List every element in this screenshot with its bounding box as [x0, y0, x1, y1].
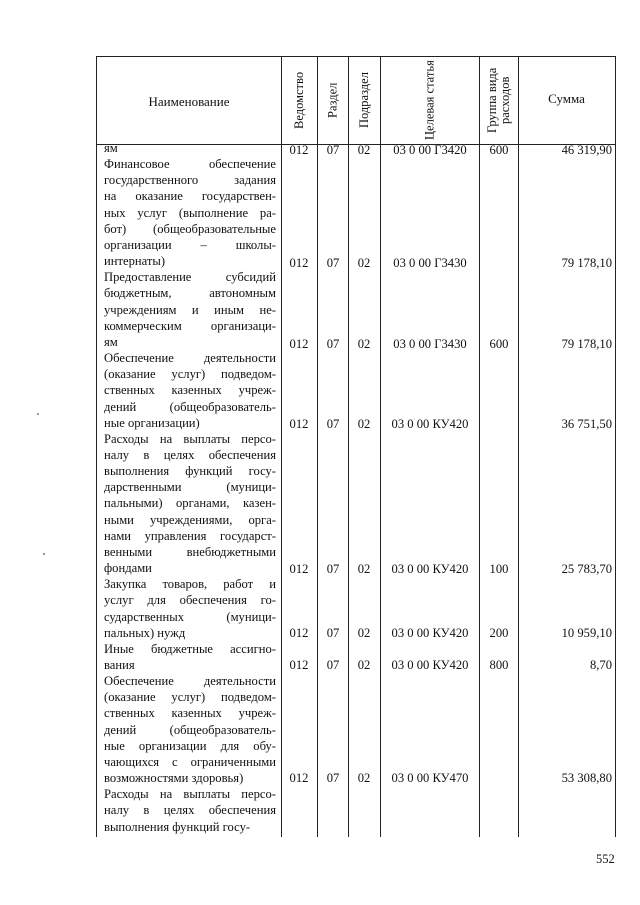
- name-line: ственных казенных учреж-: [104, 383, 276, 398]
- podrazdel-cell: 02: [357, 256, 371, 270]
- header-razdel: Раздел: [325, 82, 340, 118]
- name-line: вания: [104, 658, 135, 672]
- name-line: чающихся с ограниченными: [104, 754, 276, 769]
- name-line: ные организации для обу-: [104, 738, 276, 753]
- name-line: Обеспечение деятельности: [104, 674, 276, 689]
- gruppa-cell: 600: [489, 143, 509, 157]
- name-line: нами управления государст-: [104, 528, 276, 543]
- razdel-cell: 07: [326, 626, 340, 640]
- summa-cell: 25 783,70: [561, 562, 612, 576]
- name-line: дений (общеобразователь-: [104, 399, 276, 414]
- summa-cell: 53 308,80: [561, 771, 612, 785]
- name-line: пальными) органами, казен-: [104, 496, 276, 511]
- name-line: ственных казенных учреж-: [104, 706, 276, 721]
- summa-cell: 79 178,10: [561, 256, 612, 270]
- header-name: Наименование: [148, 94, 230, 109]
- tselevaya-statya-cell: 03 0 00 Г3430: [393, 256, 467, 270]
- razdel-cell: 07: [326, 337, 340, 351]
- header-summa: Сумма: [548, 91, 585, 106]
- razdel-cell: 07: [326, 417, 340, 431]
- header-tselevaya-statya: Целевая статья: [422, 60, 437, 140]
- col-border-left: [96, 56, 97, 837]
- name-line: на оказание государствен-: [104, 189, 276, 204]
- name-line: пальных) нужд: [104, 625, 186, 640]
- summa-cell: 10 959,10: [561, 626, 612, 640]
- col-border-right: [615, 56, 616, 837]
- name-line: фондами: [104, 561, 152, 576]
- tselevaya-statya-cell: 03 0 00 КУ470: [391, 771, 469, 785]
- vedomstvo-cell: 012: [289, 417, 309, 431]
- name-line: выполнения функций госу-: [104, 464, 276, 479]
- podrazdel-cell: 02: [357, 562, 371, 576]
- name-line: бюджетным, автономным: [104, 286, 276, 301]
- vedomstvo-cell: 012: [289, 626, 309, 640]
- tselevaya-statya-cell: 03 0 00 Г3420: [393, 143, 467, 157]
- razdel-cell: 07: [326, 256, 340, 270]
- razdel-cell: 07: [326, 143, 340, 157]
- name-line: Расходы на выплаты персо-: [104, 431, 276, 446]
- tselevaya-statya-cell: 03 0 00 КУ420: [391, 658, 469, 672]
- name-line: сударственных (муници-: [104, 609, 276, 624]
- razdel-cell: 07: [326, 562, 340, 576]
- tselevaya-statya-cell: 03 0 00 КУ420: [391, 562, 469, 576]
- col-border-tselevaya: [479, 56, 480, 837]
- name-line: налу в целях обеспечения: [104, 447, 276, 462]
- name-line: Расходы на выплаты персо-: [104, 787, 276, 802]
- header-vedomstvo: Ведомство: [292, 71, 306, 129]
- col-border-gruppa: [518, 56, 519, 837]
- name-column-text: [104, 140, 276, 835]
- name-line: Закупка товаров, работ и: [104, 577, 276, 592]
- name-line: Обеспечение деятельности: [104, 351, 276, 366]
- podrazdel-cell: 02: [357, 417, 371, 431]
- podrazdel-cell: 02: [357, 658, 371, 672]
- name-line: бот) (общеобразовательные: [104, 221, 276, 236]
- name-line: Предоставление субсидий: [104, 270, 276, 285]
- vedomstvo-cell: 012: [289, 562, 309, 576]
- vedomstvo-cell: 012: [289, 337, 309, 351]
- name-line: ям: [104, 141, 118, 155]
- summa-cell: 36 751,50: [561, 417, 612, 431]
- podrazdel-cell: 02: [357, 771, 371, 785]
- col-border-razdel: [348, 56, 349, 837]
- name-line: услуг для обеспечения го-: [104, 593, 276, 608]
- header-gruppa: Группа вида расходов: [485, 67, 512, 133]
- name-line: ные организации): [104, 415, 200, 430]
- page-number: 552: [596, 852, 615, 866]
- name-line: дарственными (муници-: [104, 480, 276, 495]
- name-line: ными учреждениями, орга-: [104, 512, 276, 527]
- gruppa-cell: 800: [489, 658, 509, 672]
- name-line: организации – школы-: [104, 237, 276, 252]
- name-line: возможностями здоровья): [104, 771, 244, 786]
- name-line: Иные бюджетные ассигно-: [104, 641, 276, 656]
- header-podrazdel: Подраздел: [357, 72, 371, 128]
- name-line: учреждениям и иным не-: [104, 302, 276, 317]
- name-line: государственного задания: [104, 173, 276, 188]
- razdel-cell: 07: [326, 658, 340, 672]
- podrazdel-cell: 02: [357, 143, 371, 157]
- name-line: Финансовое обеспечение: [104, 157, 276, 172]
- gruppa-cell: 600: [489, 337, 509, 351]
- col-border-name: [281, 56, 282, 837]
- vedomstvo-cell: 012: [289, 256, 309, 270]
- vedomstvo-cell: 012: [289, 143, 309, 157]
- tselevaya-statya-cell: 03 0 00 Г3430: [393, 337, 467, 351]
- vedomstvo-cell: 012: [289, 771, 309, 785]
- gruppa-cell: 100: [489, 562, 509, 576]
- summa-cell: 8,70: [589, 658, 612, 672]
- name-line: (оказание услуг) подведом-: [104, 367, 276, 382]
- name-line: выполнения функций госу-: [104, 819, 251, 834]
- vedomstvo-cell: 012: [289, 658, 309, 672]
- scan-speck: [43, 553, 45, 555]
- col-border-podrazdel: [380, 56, 381, 837]
- summa-cell: 79 178,10: [561, 337, 612, 351]
- name-line: венными внебюджетными: [104, 544, 276, 559]
- razdel-cell: 07: [326, 771, 340, 785]
- col-border-ved: [317, 56, 318, 837]
- tselevaya-statya-cell: 03 0 00 КУ420: [391, 417, 469, 431]
- name-line: интернаты): [104, 254, 166, 269]
- scan-speck: [37, 413, 39, 415]
- name-line: ных услуг (выполнение ра-: [104, 205, 276, 220]
- podrazdel-cell: 02: [357, 337, 371, 351]
- gruppa-cell: 200: [489, 626, 509, 640]
- name-line: коммерческим организаци-: [104, 318, 276, 333]
- name-line: дений (общеобразователь-: [104, 722, 276, 737]
- summa-cell: 46 319,90: [561, 143, 612, 157]
- podrazdel-cell: 02: [357, 626, 371, 640]
- name-line: ям: [104, 334, 118, 349]
- name-line: (оказание услуг) подведом-: [104, 690, 276, 705]
- tselevaya-statya-cell: 03 0 00 КУ420: [391, 626, 469, 640]
- name-line: налу в целях обеспечения: [104, 803, 276, 818]
